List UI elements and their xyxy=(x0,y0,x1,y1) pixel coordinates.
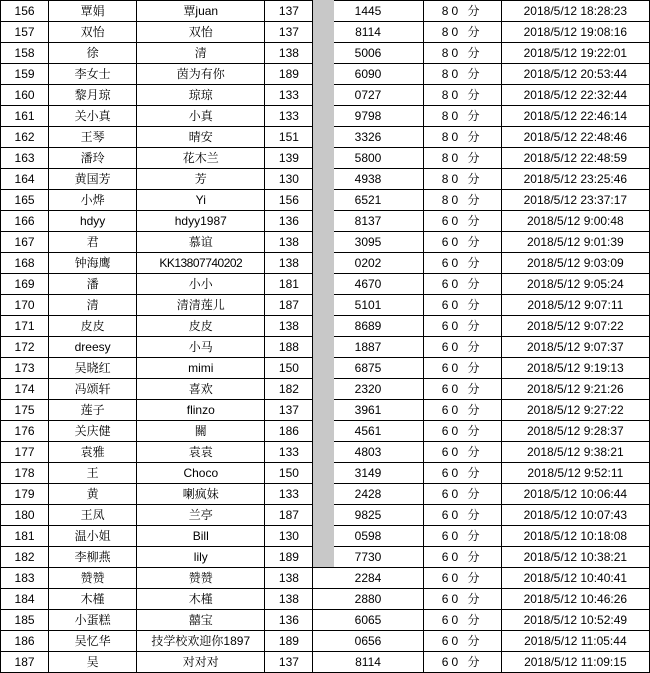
cell-name: 温小姐 xyxy=(49,526,137,547)
table-row[interactable] xyxy=(1,400,650,421)
cell-id: 181 xyxy=(1,526,49,547)
cell-nickname: Choco xyxy=(137,463,265,484)
table-row[interactable] xyxy=(1,106,650,127)
cell-id: 161 xyxy=(1,106,49,127)
cell-id: 167 xyxy=(1,232,49,253)
cell-name: 黄国芳 xyxy=(49,169,137,190)
cell-time: 2018/5/12 9:27:22 xyxy=(501,400,649,421)
cell-unit: 60 分 xyxy=(423,274,501,295)
table-row[interactable] xyxy=(1,589,650,610)
cell-name: 吴晓红 xyxy=(49,358,137,379)
cell-time: 2018/5/12 9:28:37 xyxy=(501,421,649,442)
cell-nickname: 袁袁 xyxy=(137,442,265,463)
cell-unit: 80 分 xyxy=(423,1,501,22)
table-row[interactable] xyxy=(1,1,650,22)
cell-nickname: flinzo xyxy=(137,400,265,421)
cell-score: 9825 xyxy=(313,505,423,526)
cell-name: hdyy xyxy=(49,211,137,232)
cell-name: 潘 xyxy=(49,274,137,295)
cell-unit: 80 分 xyxy=(423,148,501,169)
cell-score: 7730 xyxy=(313,547,423,568)
cell-score: 4670 xyxy=(313,274,423,295)
cell-nickname: 清 xyxy=(137,43,265,64)
cell-nickname: mimi xyxy=(137,358,265,379)
cell-id: 157 xyxy=(1,22,49,43)
cell-score: 2284 xyxy=(313,568,423,589)
cell-count: 151 xyxy=(265,127,313,148)
cell-time: 2018/5/12 9:52:11 xyxy=(501,463,649,484)
cell-count: 133 xyxy=(265,442,313,463)
cell-count: 136 xyxy=(265,610,313,631)
table-row[interactable] xyxy=(1,22,650,43)
cell-unit: 60 分 xyxy=(423,253,501,274)
table-row[interactable] xyxy=(1,568,650,589)
cell-name: 王琴 xyxy=(49,127,137,148)
cell-id: 178 xyxy=(1,463,49,484)
cell-nickname: 喇疯妹 xyxy=(137,484,265,505)
cell-id: 176 xyxy=(1,421,49,442)
cell-name: 王 xyxy=(49,463,137,484)
cell-score: 2320 xyxy=(313,379,423,400)
cell-score: 8137 xyxy=(313,211,423,232)
cell-id: 170 xyxy=(1,295,49,316)
cell-score: 1887 xyxy=(313,337,423,358)
cell-id: 162 xyxy=(1,127,49,148)
cell-unit: 60 分 xyxy=(423,211,501,232)
cell-score: 0727 xyxy=(313,85,423,106)
cell-nickname: 關 xyxy=(137,421,265,442)
cell-nickname: 对对对 xyxy=(137,652,265,673)
cell-nickname: Yi xyxy=(137,190,265,211)
cell-name: dreesy xyxy=(49,337,137,358)
cell-id: 185 xyxy=(1,610,49,631)
cell-id: 168 xyxy=(1,253,49,274)
cell-unit: 80 分 xyxy=(423,106,501,127)
cell-time: 2018/5/12 19:08:16 xyxy=(501,22,649,43)
cell-score: 6065 xyxy=(313,610,423,631)
cell-nickname: 清清莲儿 xyxy=(137,295,265,316)
table-row[interactable] xyxy=(1,190,650,211)
cell-time: 2018/5/12 9:19:13 xyxy=(501,358,649,379)
cell-time: 2018/5/12 22:32:44 xyxy=(501,85,649,106)
cell-unit: 80 分 xyxy=(423,190,501,211)
cell-count: 138 xyxy=(265,253,313,274)
cell-unit: 60 分 xyxy=(423,316,501,337)
cell-time: 2018/5/12 10:07:43 xyxy=(501,505,649,526)
cell-time: 2018/5/12 10:46:26 xyxy=(501,589,649,610)
cell-id: 175 xyxy=(1,400,49,421)
table-row[interactable] xyxy=(1,316,650,337)
cell-name: 双怡 xyxy=(49,22,137,43)
cell-id: 160 xyxy=(1,85,49,106)
cell-nickname: 兰亭 xyxy=(137,505,265,526)
cell-id: 184 xyxy=(1,589,49,610)
cell-nickname: 赞赞 xyxy=(137,568,265,589)
cell-id: 163 xyxy=(1,148,49,169)
cell-time: 2018/5/12 22:46:14 xyxy=(501,106,649,127)
cell-unit: 60 分 xyxy=(423,652,501,673)
cell-count: 138 xyxy=(265,568,313,589)
cell-time: 2018/5/12 9:03:09 xyxy=(501,253,649,274)
cell-count: 150 xyxy=(265,358,313,379)
table-row[interactable] xyxy=(1,85,650,106)
cell-score: 9798 xyxy=(313,106,423,127)
cell-unit: 60 分 xyxy=(423,631,501,652)
cell-unit: 60 分 xyxy=(423,379,501,400)
cell-count: 150 xyxy=(265,463,313,484)
table-row[interactable] xyxy=(1,505,650,526)
cell-nickname: 技学校欢迎你1897 xyxy=(137,631,265,652)
cell-name: 王凤 xyxy=(49,505,137,526)
table-row[interactable] xyxy=(1,526,650,547)
cell-name: 徐 xyxy=(49,43,137,64)
cell-unit: 60 分 xyxy=(423,568,501,589)
cell-name: 李柳燕 xyxy=(49,547,137,568)
cell-id: 179 xyxy=(1,484,49,505)
cell-time: 2018/5/12 11:09:15 xyxy=(501,652,649,673)
cell-nickname: 芳 xyxy=(137,169,265,190)
cell-score: 5006 xyxy=(313,43,423,64)
cell-count: 130 xyxy=(265,169,313,190)
cell-score: 3095 xyxy=(313,232,423,253)
cell-score: 4561 xyxy=(313,421,423,442)
table-row[interactable] xyxy=(1,211,650,232)
cell-score: 6875 xyxy=(313,358,423,379)
cell-score: 3149 xyxy=(313,463,423,484)
cell-time: 2018/5/12 9:05:24 xyxy=(501,274,649,295)
cell-unit: 60 分 xyxy=(423,505,501,526)
cell-name: 李女士 xyxy=(49,64,137,85)
cell-nickname: 囍宝 xyxy=(137,610,265,631)
cell-score: 4803 xyxy=(313,442,423,463)
cell-nickname: lily xyxy=(137,547,265,568)
cell-score: 1445 xyxy=(313,1,423,22)
cell-unit: 80 分 xyxy=(423,85,501,106)
cell-nickname: 小真 xyxy=(137,106,265,127)
cell-nickname: 茵为有你 xyxy=(137,64,265,85)
cell-time: 2018/5/12 11:05:44 xyxy=(501,631,649,652)
cell-count: 181 xyxy=(265,274,313,295)
cell-score: 5800 xyxy=(313,148,423,169)
cell-unit: 60 分 xyxy=(423,547,501,568)
cell-unit: 60 分 xyxy=(423,358,501,379)
cell-id: 159 xyxy=(1,64,49,85)
cell-time: 2018/5/12 9:07:11 xyxy=(501,295,649,316)
cell-count: 133 xyxy=(265,484,313,505)
cell-name: 袁雅 xyxy=(49,442,137,463)
cell-name: 覃娟 xyxy=(49,1,137,22)
cell-id: 187 xyxy=(1,652,49,673)
cell-name: 小烨 xyxy=(49,190,137,211)
cell-count: 137 xyxy=(265,22,313,43)
cell-nickname: hdyy1987 xyxy=(137,211,265,232)
cell-time: 2018/5/12 20:53:44 xyxy=(501,64,649,85)
cell-count: 187 xyxy=(265,295,313,316)
cell-name: 黄 xyxy=(49,484,137,505)
cell-count: 189 xyxy=(265,547,313,568)
cell-id: 183 xyxy=(1,568,49,589)
cell-nickname: Bill xyxy=(137,526,265,547)
table-row[interactable] xyxy=(1,43,650,64)
cell-unit: 80 分 xyxy=(423,22,501,43)
cell-unit: 60 分 xyxy=(423,421,501,442)
cell-id: 174 xyxy=(1,379,49,400)
cell-name: 吴忆华 xyxy=(49,631,137,652)
table-row[interactable] xyxy=(1,169,650,190)
cell-count: 189 xyxy=(265,631,313,652)
cell-time: 2018/5/12 10:06:44 xyxy=(501,484,649,505)
table-row[interactable] xyxy=(1,295,650,316)
cell-name: 黎月琼 xyxy=(49,85,137,106)
cell-name: 吴 xyxy=(49,652,137,673)
cell-count: 137 xyxy=(265,400,313,421)
cell-time: 2018/5/12 22:48:59 xyxy=(501,148,649,169)
table-row[interactable] xyxy=(1,379,650,400)
cell-score: 4938 xyxy=(313,169,423,190)
cell-score: 6090 xyxy=(313,64,423,85)
cell-nickname: 覃juan xyxy=(137,1,265,22)
cell-id: 158 xyxy=(1,43,49,64)
cell-time: 2018/5/12 10:38:21 xyxy=(501,547,649,568)
cell-id: 164 xyxy=(1,169,49,190)
cell-time: 2018/5/12 9:07:37 xyxy=(501,337,649,358)
cell-count: 188 xyxy=(265,337,313,358)
table-row[interactable] xyxy=(1,652,650,673)
cell-time: 2018/5/12 22:48:46 xyxy=(501,127,649,148)
cell-name: 关小真 xyxy=(49,106,137,127)
table-row[interactable] xyxy=(1,484,650,505)
cell-name: 关庆健 xyxy=(49,421,137,442)
cell-score: 8114 xyxy=(313,652,423,673)
cell-name: 钟海鹰 xyxy=(49,253,137,274)
table-row[interactable] xyxy=(1,232,650,253)
cell-nickname: 皮皮 xyxy=(137,316,265,337)
cell-name: 潘玲 xyxy=(49,148,137,169)
cell-time: 2018/5/12 9:21:26 xyxy=(501,379,649,400)
cell-count: 137 xyxy=(265,652,313,673)
cell-name: 小蛋糕 xyxy=(49,610,137,631)
cell-unit: 60 分 xyxy=(423,610,501,631)
cell-score: 3326 xyxy=(313,127,423,148)
cell-id: 171 xyxy=(1,316,49,337)
cell-id: 182 xyxy=(1,547,49,568)
cell-nickname: 木槿 xyxy=(137,589,265,610)
cell-unit: 80 分 xyxy=(423,169,501,190)
cell-time: 2018/5/12 9:00:48 xyxy=(501,211,649,232)
cell-name: 冯颂轩 xyxy=(49,379,137,400)
table-row[interactable] xyxy=(1,610,650,631)
cell-unit: 60 分 xyxy=(423,484,501,505)
table-row[interactable] xyxy=(1,127,650,148)
table-row[interactable] xyxy=(1,463,650,484)
cell-count: 189 xyxy=(265,64,313,85)
cell-unit: 60 分 xyxy=(423,232,501,253)
cell-name: 君 xyxy=(49,232,137,253)
table-row[interactable] xyxy=(1,253,650,274)
cell-count: 138 xyxy=(265,43,313,64)
cell-count: 187 xyxy=(265,505,313,526)
table-row[interactable] xyxy=(1,631,650,652)
table-row[interactable] xyxy=(1,358,650,379)
cell-count: 133 xyxy=(265,85,313,106)
table-body xyxy=(1,1,650,673)
cell-unit: 60 分 xyxy=(423,295,501,316)
cell-time: 2018/5/12 9:01:39 xyxy=(501,232,649,253)
cell-score: 8114 xyxy=(313,22,423,43)
cell-id: 165 xyxy=(1,190,49,211)
cell-id: 156 xyxy=(1,1,49,22)
cell-time: 2018/5/12 10:18:08 xyxy=(501,526,649,547)
cell-unit: 60 分 xyxy=(423,337,501,358)
cell-score: 0598 xyxy=(313,526,423,547)
cell-time: 2018/5/12 9:38:21 xyxy=(501,442,649,463)
table-row[interactable] xyxy=(1,274,650,295)
cell-time: 2018/5/12 9:07:22 xyxy=(501,316,649,337)
cell-unit: 80 分 xyxy=(423,64,501,85)
cell-score: 3961 xyxy=(313,400,423,421)
table-row[interactable] xyxy=(1,442,650,463)
cell-count: 138 xyxy=(265,316,313,337)
cell-score: 0202 xyxy=(313,253,423,274)
cell-score: 0656 xyxy=(313,631,423,652)
cell-name: 赞赞 xyxy=(49,568,137,589)
cell-score: 8689 xyxy=(313,316,423,337)
cell-unit: 60 分 xyxy=(423,526,501,547)
cell-id: 180 xyxy=(1,505,49,526)
cell-time: 2018/5/12 10:40:41 xyxy=(501,568,649,589)
cell-id: 169 xyxy=(1,274,49,295)
cell-count: 156 xyxy=(265,190,313,211)
cell-id: 173 xyxy=(1,358,49,379)
cell-nickname: 琼琼 xyxy=(137,85,265,106)
table-row[interactable] xyxy=(1,64,650,85)
table-row[interactable] xyxy=(1,547,650,568)
cell-unit: 80 分 xyxy=(423,43,501,64)
cell-nickname: 小小 xyxy=(137,274,265,295)
cell-nickname: 喜欢 xyxy=(137,379,265,400)
cell-id: 172 xyxy=(1,337,49,358)
cell-name: 莲子 xyxy=(49,400,137,421)
cell-count: 182 xyxy=(265,379,313,400)
table-row[interactable] xyxy=(1,421,650,442)
table-row[interactable] xyxy=(1,337,650,358)
cell-count: 138 xyxy=(265,232,313,253)
cell-name: 皮皮 xyxy=(49,316,137,337)
cell-time: 2018/5/12 18:28:23 xyxy=(501,1,649,22)
cell-name: 清 xyxy=(49,295,137,316)
cell-id: 177 xyxy=(1,442,49,463)
cell-nickname: 小马 xyxy=(137,337,265,358)
cell-count: 130 xyxy=(265,526,313,547)
cell-name: 木槿 xyxy=(49,589,137,610)
table-row[interactable] xyxy=(1,148,650,169)
cell-time: 2018/5/12 19:22:01 xyxy=(501,43,649,64)
cell-time: 2018/5/12 23:37:17 xyxy=(501,190,649,211)
cell-unit: 60 分 xyxy=(423,589,501,610)
cell-count: 138 xyxy=(265,589,313,610)
cell-time: 2018/5/12 10:52:49 xyxy=(501,610,649,631)
cell-unit: 80 分 xyxy=(423,127,501,148)
cell-unit: 60 分 xyxy=(423,400,501,421)
cell-count: 186 xyxy=(265,421,313,442)
cell-score: 5101 xyxy=(313,295,423,316)
cell-score: 6521 xyxy=(313,190,423,211)
cell-nickname: 慕谊 xyxy=(137,232,265,253)
cell-count: 136 xyxy=(265,211,313,232)
cell-count: 139 xyxy=(265,148,313,169)
cell-unit: 60 分 xyxy=(423,463,501,484)
cell-count: 133 xyxy=(265,106,313,127)
cell-time: 2018/5/12 23:25:46 xyxy=(501,169,649,190)
cell-score: 2428 xyxy=(313,484,423,505)
cell-nickname: 双怡 xyxy=(137,22,265,43)
cell-id: 166 xyxy=(1,211,49,232)
cell-unit: 60 分 xyxy=(423,442,501,463)
cell-nickname: KK13807740202 xyxy=(137,253,265,274)
cell-id: 186 xyxy=(1,631,49,652)
cell-nickname: 花木兰 xyxy=(137,148,265,169)
cell-count: 137 xyxy=(265,1,313,22)
cell-nickname: 晴安 xyxy=(137,127,265,148)
cell-score: 2880 xyxy=(313,589,423,610)
